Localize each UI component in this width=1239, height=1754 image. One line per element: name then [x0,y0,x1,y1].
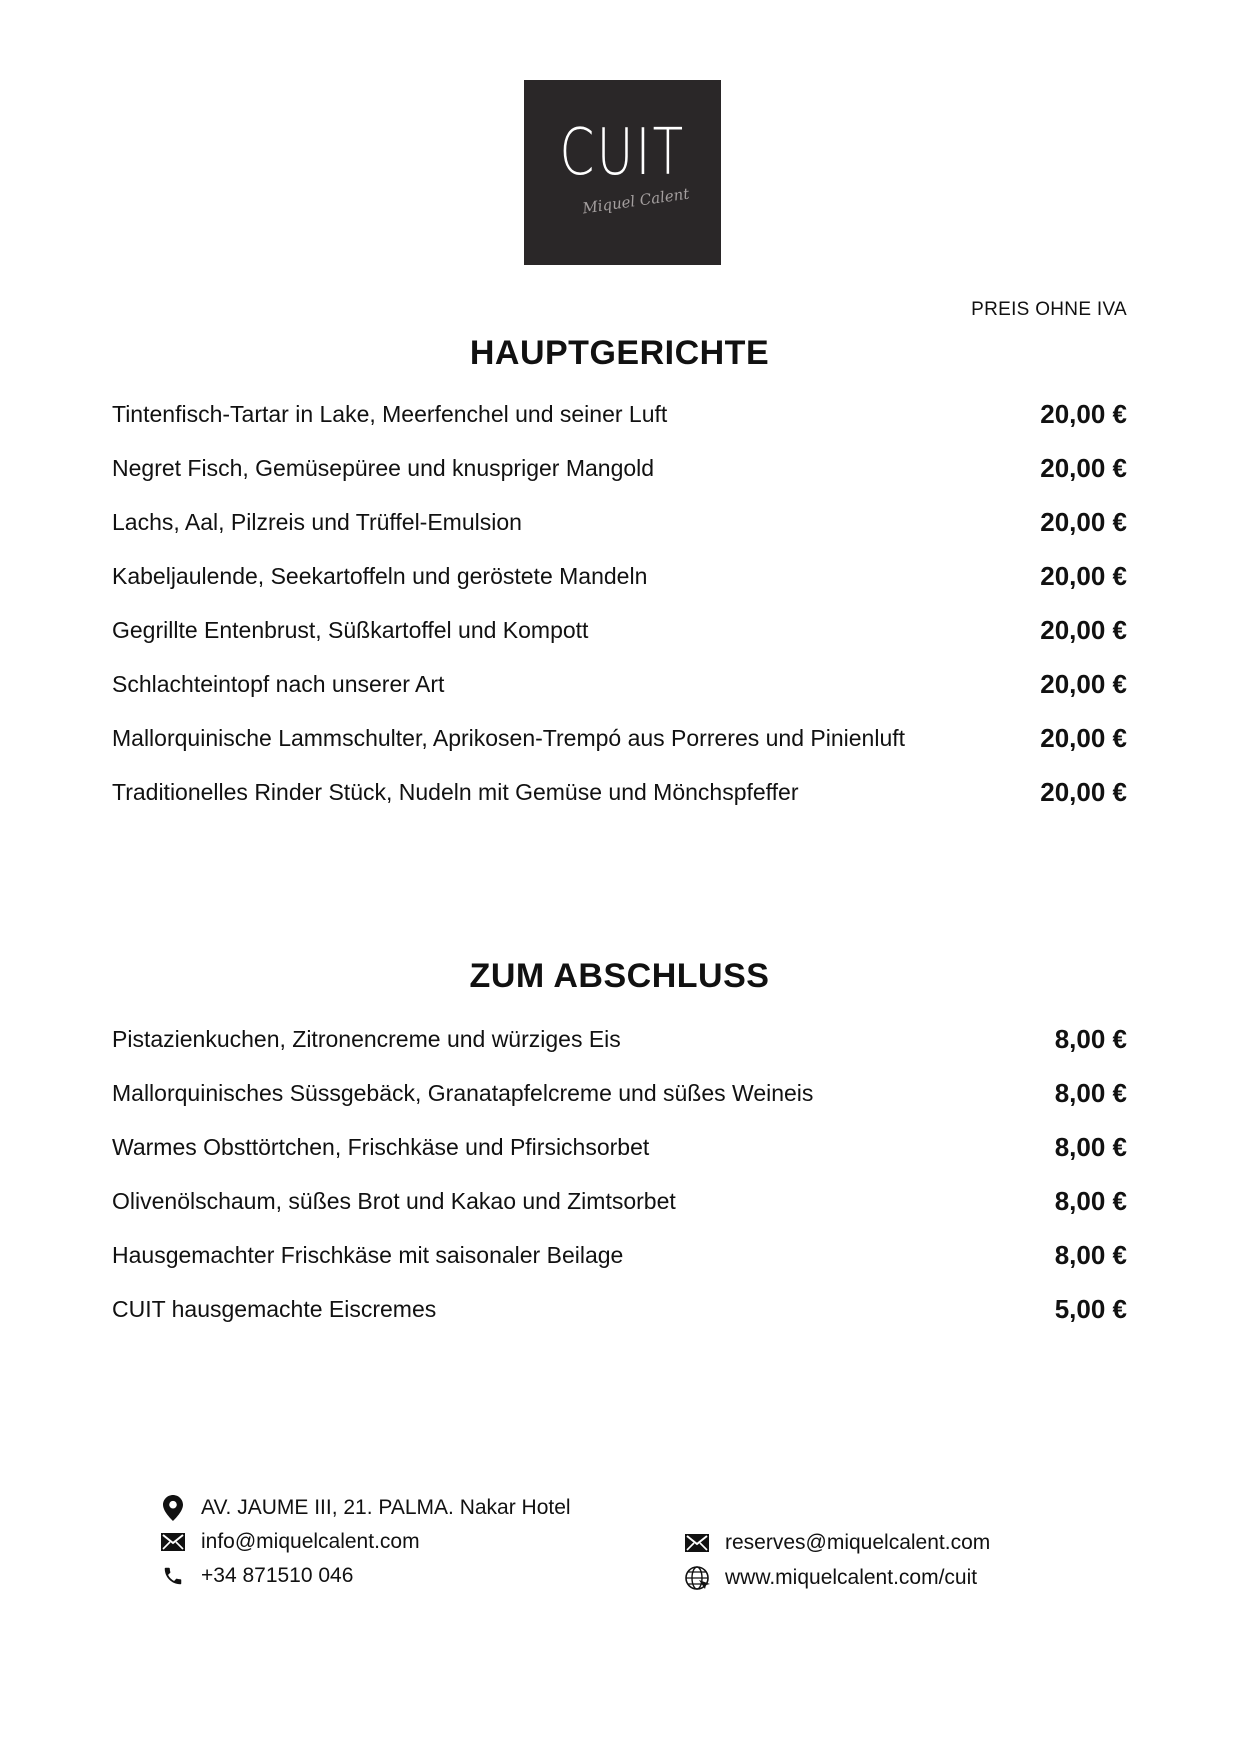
menu-item [112,441,1127,495]
menu-item-name: Tintenfisch-Tartar in Lake, Meerfenchel und seiner Luft [112,400,668,427]
menu-item [112,1120,1127,1174]
menu-item-name: Mallorquinisches Süssgebäck, Granatapfelcreme und süßes Weineis [112,1079,814,1106]
logo-signature: Miquel Calent [581,184,691,218]
address-line [160,1493,571,1523]
menu-item-price: 8,00 € [1054,1077,1127,1108]
menu-item-price: 20,00 € [1040,776,1127,807]
menu-item [112,1174,1127,1228]
menu-item-price: 20,00 € [1040,668,1127,699]
menu-item [112,495,1127,549]
address-text: AV. JAUME III, 21. PALMA. Nakar Hotel [201,1496,571,1519]
menu-item-price: 20,00 € [1040,722,1127,753]
menu-item-name: Traditionelles Rinder Stück, Nudeln mit Gemüse und Mönchspfeffer [112,778,799,805]
section-title-desserts: ZUM ABSCHLUSS [469,957,770,995]
menu-item [112,549,1127,603]
menu-item [112,1012,1127,1066]
menu-item-price: 20,00 € [1040,398,1127,429]
menu-item-name: Mallorquinische Lammschulter, Aprikosen-Trempó aus Porreres und Pinienluft [112,724,906,751]
phone-icon [160,1563,186,1589]
menu-item [112,765,1127,819]
menu-item-name: CUIT hausgemachte Eiscremes [112,1295,437,1322]
menu-item [112,1282,1127,1336]
desserts-list [112,1012,1127,1336]
menu-item-price: 8,00 € [1054,1239,1127,1270]
menu-item-name: Gegrillte Entenbrust, Süßkartoffel und Kompott [112,616,589,643]
menu-item-name: Olivenölschaum, süßes Brot und Kakao und Zimtsorbet [112,1187,676,1214]
menu-item-price: 20,00 € [1040,452,1127,483]
cuit-logo [524,80,721,265]
website-link[interactable]: www.miquelcalent.com/cuit [725,1566,978,1589]
reserves-email-line [684,1528,990,1558]
menu-item [112,711,1127,765]
location-pin-icon [160,1495,186,1521]
price-note: PREIS OHNE IVA [971,299,1127,320]
info-email-line [160,1527,420,1557]
reserves-email-link[interactable]: reserves@miquelcalent.com [725,1531,991,1554]
main-courses-list [112,387,1127,819]
info-email-link[interactable]: info@miquelcalent.com [201,1530,420,1553]
menu-item-price: 20,00 € [1040,506,1127,537]
menu-item [112,1066,1127,1120]
envelope-icon [160,1529,186,1555]
menu-item-name: Lachs, Aal, Pilzreis und Trüffel-Emulsion [112,508,522,535]
menu-item [112,657,1127,711]
menu-item-price: 20,00 € [1040,560,1127,591]
menu-item [112,1228,1127,1282]
menu-item-price: 8,00 € [1054,1131,1127,1162]
website-line [684,1563,977,1593]
menu-item-name: Schlachteintopf nach unserer Art [112,670,445,697]
menu-item [112,603,1127,657]
menu-item-price: 8,00 € [1054,1185,1127,1216]
logo-wordmark: CUIT [559,116,686,190]
envelope-icon [684,1530,710,1556]
menu-item [112,387,1127,441]
menu-item-price: 5,00 € [1054,1293,1127,1324]
menu-item-name: Hausgemachter Frischkäse mit saisonaler Beilage [112,1241,624,1268]
section-title-main-courses: HAUPTGERICHTE [469,334,770,372]
menu-item-name: Warmes Obsttörtchen, Frischkäse und Pfirsichsorbet [112,1133,650,1160]
globe-icon [684,1565,710,1591]
phone-line [160,1561,353,1591]
menu-item-price: 20,00 € [1040,614,1127,645]
menu-item-name: Kabeljaulende, Seekartoffeln und geröstete Mandeln [112,562,648,589]
phone-number[interactable]: +34 871510 046 [201,1564,354,1587]
menu-item-name: Negret Fisch, Gemüsepüree und knuspriger Mangold [112,454,655,481]
menu-item-name: Pistazienkuchen, Zitronencreme und würziges Eis [112,1025,621,1052]
menu-item-price: 8,00 € [1054,1023,1127,1054]
